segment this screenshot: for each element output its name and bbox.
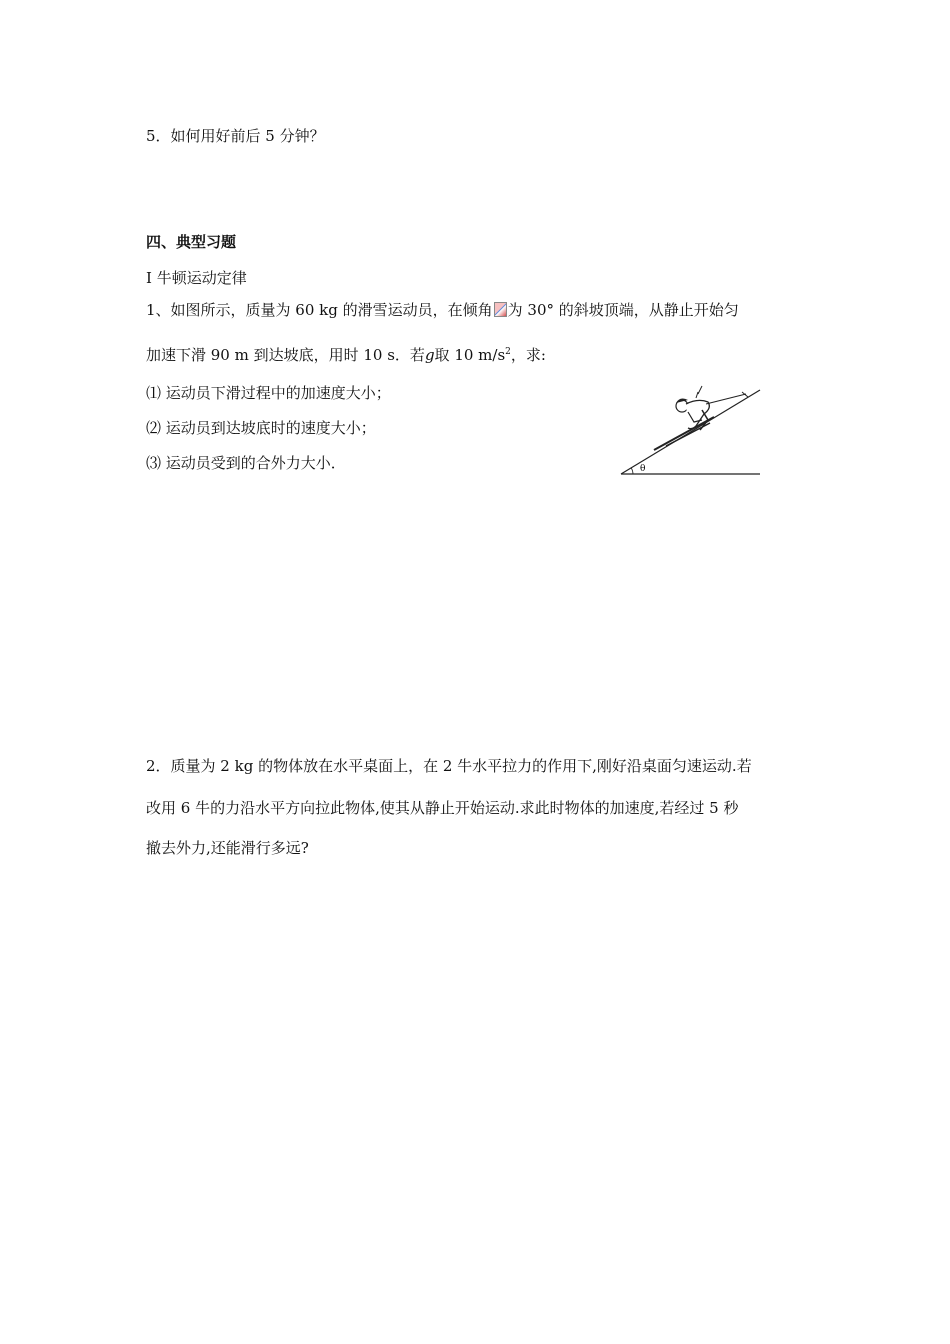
ski-pole-2: [698, 386, 702, 394]
problem-1-line-1-part-a: 1、如图所示，质量为 60 kg 的滑雪运动员，在倾角: [146, 301, 493, 319]
problem-1-sub-3: ⑶ 运动员受到的合外力大小．: [146, 454, 346, 472]
angle-arc: [631, 468, 633, 474]
problem-2-line-2: 改用 6 牛的力沿水平方向拉此物体,使其从静止开始运动.求此时物体的加速度,若经过 5 秒: [146, 799, 739, 817]
problem-1-sub-1: ⑴ 运动员下滑过程中的加速度大小；: [146, 384, 391, 402]
exponent: 2: [505, 347, 511, 357]
angle-label: θ: [640, 464, 646, 474]
gravity-symbol: g: [424, 346, 435, 364]
subsection-title: Ⅰ 牛顿运动定律: [146, 269, 247, 287]
problem-1-line-2-part-c: ，求:: [510, 346, 546, 364]
question-5: 5．如何用好前后 5 分钟？: [146, 127, 325, 145]
problem-1-line-2: [146, 345, 546, 365]
section-title: 四、典型习题: [146, 233, 237, 251]
problem-1-line-1: [146, 300, 739, 320]
problem-2-line-1: 2．质量为 2 kg 的物体放在水平桌面上，在 2 牛水平拉力的作用下,刚好沿桌面匀速运动.若: [146, 757, 752, 775]
skier-slope-svg: [618, 380, 763, 480]
problem-1-line-1-part-b: 为 30° 的斜坡顶端，从静止开始匀: [507, 301, 739, 319]
problem-1-sub-2: ⑵ 运动员到达坡底时的速度大小；: [146, 419, 376, 437]
problem-1-line-2-part-a: 加速下滑 90 m 到达坡底，用时 10 s．若: [146, 346, 425, 364]
skier-on-slope-figure: [618, 380, 763, 480]
ski-left: [654, 417, 714, 450]
problem-1-line-2-part-b: 取 10 m/s: [434, 346, 506, 364]
skier-hat-tip: [696, 392, 698, 398]
theta-symbol-icon: [494, 302, 507, 317]
problem-2-line-3: 撤去外力,还能滑行多远?: [146, 839, 309, 857]
